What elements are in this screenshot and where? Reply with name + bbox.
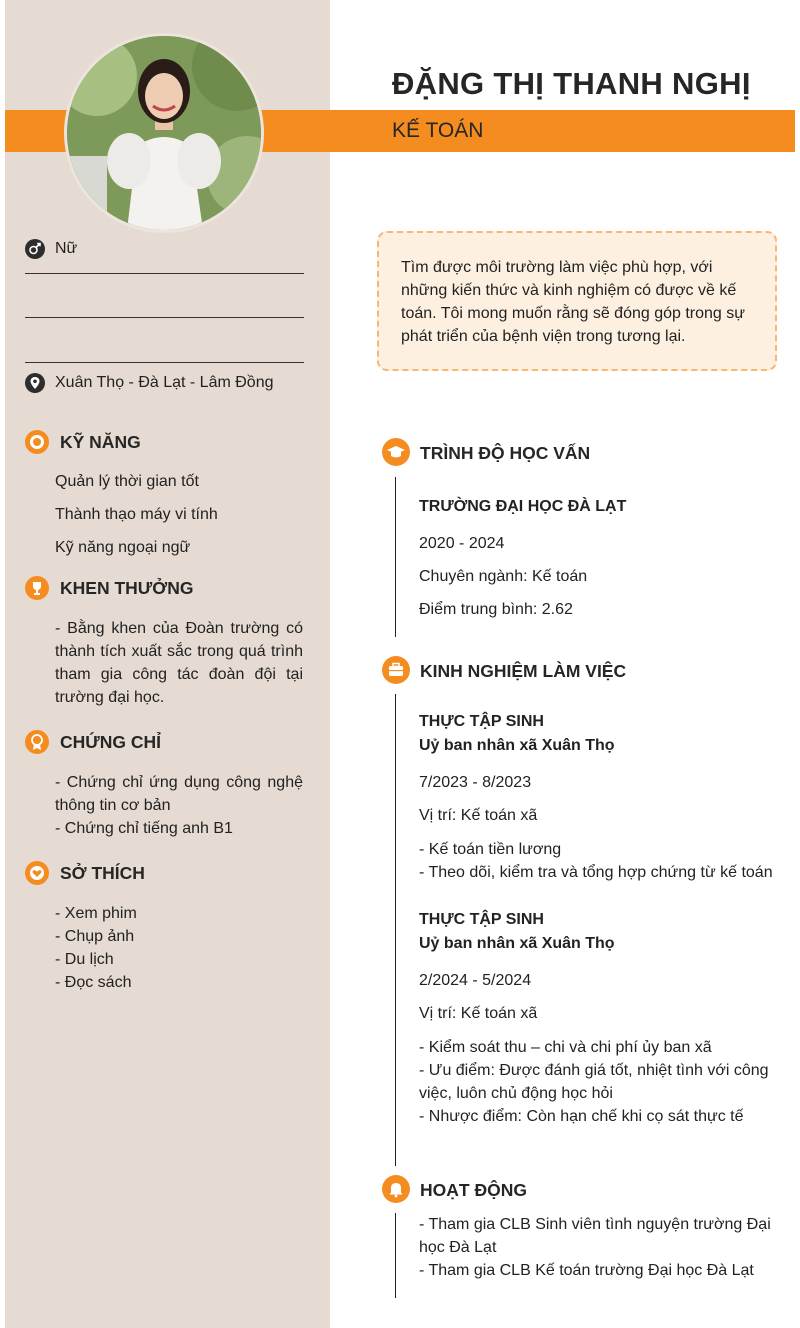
certificate-item: - Chứng chỉ tiếng anh B1: [55, 820, 233, 837]
gender-text: Nữ: [55, 240, 78, 257]
awards-list: [55, 617, 303, 709]
trophy-icon: [25, 576, 49, 600]
timeline-line: [395, 694, 396, 1166]
bell-icon: [382, 1175, 410, 1203]
activity-item: - Tham gia CLB Kế toán trường Đại học Đà Lạt: [419, 1262, 754, 1279]
activities-list: [419, 1213, 779, 1282]
medal-icon: [25, 730, 49, 754]
experience-title: KINH NGHIỆM LÀM VIỆC: [420, 661, 627, 681]
job-position: Vị trí: Kế toán xã: [419, 807, 538, 824]
heart-icon: [25, 861, 49, 885]
divider: [25, 317, 304, 318]
timeline-line: [395, 477, 396, 637]
candidate-name: ĐẶNG THỊ THANH NGHỊ: [392, 66, 751, 101]
job-organization: Uỷ ban nhân xã Xuân Thọ: [419, 935, 615, 952]
gender-icon: [25, 239, 45, 259]
award-item: - Bằng khen của Đoàn trường có thành tích xuất sắc trong quá trình tham gia công tác đoàn đội tại trường đại học.: [55, 620, 303, 706]
hobbies-title: SỞ THÍCH: [60, 863, 145, 883]
duty-item: - Nhược điểm: Còn hạn chế khi cọ sát thực tế: [419, 1108, 744, 1125]
hobby-item: - Đọc sách: [55, 974, 132, 991]
certificates-list: [55, 771, 303, 840]
activity-item: - Tham gia CLB Sinh viên tình nguyện trường Đại học Đà Lạt: [419, 1216, 771, 1256]
job-organization: Uỷ ban nhân xã Xuân Thọ: [419, 737, 615, 754]
duty-item: - Kiểm soát thu – chi và chi phí ủy ban xã: [419, 1039, 712, 1056]
certificate-item: - Chứng chỉ ứng dụng công nghệ thông tin cơ bản: [55, 774, 303, 814]
job-position: Vị trí: Kế toán xã: [419, 1005, 538, 1022]
divider: [25, 362, 304, 363]
education-period: 2020 - 2024: [419, 535, 505, 552]
hobby-item: - Du lịch: [55, 951, 114, 968]
address-row: [25, 372, 304, 396]
target-icon: [25, 430, 49, 454]
job-duties: [419, 838, 779, 884]
avatar: [64, 33, 264, 233]
location-pin-icon: [25, 373, 45, 393]
briefcase-icon: [382, 656, 410, 684]
gender-row: [25, 238, 304, 262]
education-title: TRÌNH ĐỘ HỌC VẤN: [420, 443, 591, 463]
avatar-portrait: [67, 36, 261, 230]
candidate-role: KẾ TOÁN: [392, 119, 484, 142]
job-duties: [419, 1036, 779, 1128]
address-text: Xuân Thọ - Đà Lạt - Lâm Đồng: [55, 374, 274, 391]
awards-title: KHEN THƯỞNG: [60, 578, 194, 598]
job-period: 7/2023 - 8/2023: [419, 774, 532, 791]
skill-item: Kỹ năng ngoại ngữ: [55, 539, 191, 556]
graduation-cap-icon: [382, 438, 410, 466]
hobbies-list: [55, 902, 303, 994]
skill-item: Quản lý thời gian tốt: [55, 473, 199, 490]
education-major: Chuyên ngành: Kế toán: [419, 568, 588, 585]
job-title: THỰC TẬP SINH: [419, 713, 544, 730]
hobby-item: - Xem phim: [55, 905, 137, 922]
certificates-title: CHỨNG CHỈ: [60, 732, 162, 752]
school-name: TRƯỜNG ĐẠI HỌC ĐÀ LẠT: [419, 498, 627, 515]
job-period: 2/2024 - 5/2024: [419, 972, 532, 989]
skills-title: KỸ NĂNG: [60, 432, 141, 452]
job-title: THỰC TẬP SINH: [419, 911, 544, 928]
timeline-line: [395, 1213, 396, 1298]
duty-item: - Ưu điểm: Được đánh giá tốt, nhiệt tình với công việc, luôn chủ động học hỏi: [419, 1062, 769, 1102]
duty-item: - Kế toán tiền lương: [419, 841, 562, 858]
skill-item: Thành thạo máy vi tính: [55, 506, 218, 523]
hobby-item: - Chụp ảnh: [55, 928, 135, 945]
objective-box: [377, 231, 777, 371]
education-gpa: Điểm trung bình: 2.62: [419, 601, 573, 618]
duty-item: - Theo dõi, kiểm tra và tổng hợp chứng từ kế toán: [419, 864, 773, 881]
activities-title: HOẠT ĐỘNG: [420, 1180, 527, 1200]
objective-text: Tìm được môi trường làm việc phù hợp, với những kiến thức và kinh nghiệm có được về kế toán. Tôi mong muốn rằng sẽ đóng góp trong sự phát triển của bệnh viện trong tương lại.: [401, 259, 745, 345]
divider: [25, 273, 304, 274]
